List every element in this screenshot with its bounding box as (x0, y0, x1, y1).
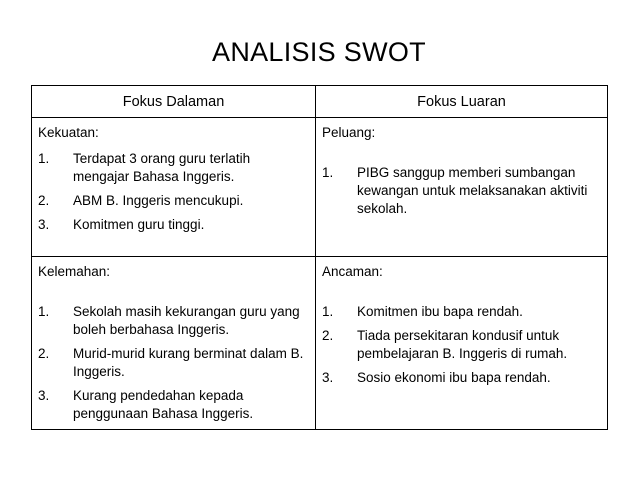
item-number: 2. (38, 346, 50, 361)
list-item (38, 387, 309, 423)
item-number: 1. (322, 304, 334, 319)
item-text: Komitmen guru tinggi. (73, 217, 205, 232)
opportunities-heading: Peluang: (322, 125, 376, 140)
list-item (38, 150, 309, 186)
item-number: 1. (38, 151, 50, 166)
list-item (322, 327, 601, 363)
item-text: Sosio ekonomi ibu bapa rendah. (357, 370, 551, 385)
list-item (322, 369, 601, 387)
item-text: ABM B. Inggeris mencukupi. (73, 193, 244, 208)
opportunities-cell (316, 118, 608, 257)
item-text: Tiada persekitaran kondusif untuk pembelajaran B. Inggeris di rumah. (357, 328, 568, 361)
weaknesses-list (38, 303, 309, 423)
header-row (32, 86, 608, 118)
item-number: 3. (38, 217, 50, 232)
item-text: PIBG sanggup memberi sumbangan kewangan untuk melaksanakan aktiviti sekolah. (357, 165, 588, 216)
list-item (38, 303, 309, 339)
threats-heading: Ancaman: (322, 264, 383, 279)
threats-cell (316, 257, 608, 430)
column-header-external: Fokus Luaran (316, 86, 608, 118)
list-item (38, 192, 309, 210)
item-number: 2. (38, 193, 50, 208)
item-text: Terdapat 3 orang guru terlatih mengajar Bahasa Inggeris. (73, 151, 251, 184)
item-number: 1. (38, 304, 50, 319)
page-title: ANALISIS SWOT (212, 37, 426, 67)
item-number: 3. (38, 388, 50, 403)
swot-table (31, 85, 608, 430)
opportunities-list (322, 164, 601, 218)
strengths-heading: Kekuatan: (38, 125, 99, 140)
item-number: 2. (322, 328, 334, 343)
table-row (32, 118, 608, 257)
threats-list (322, 303, 601, 387)
item-text: Sekolah masih kekurangan guru yang boleh berbahasa Inggeris. (73, 304, 300, 337)
strengths-list (38, 150, 309, 234)
item-text: Kurang pendedahan kepada penggunaan Bahasa Inggeris. (73, 388, 254, 421)
item-number: 1. (322, 165, 334, 180)
list-item (38, 345, 309, 381)
strengths-cell (32, 118, 316, 257)
list-item (322, 303, 601, 321)
item-number: 3. (322, 370, 334, 385)
column-header-internal: Fokus Dalaman (32, 86, 316, 118)
list-item (322, 164, 601, 218)
table-row (32, 257, 608, 430)
item-text: Komitmen ibu bapa rendah. (357, 304, 523, 319)
list-item (38, 216, 309, 234)
item-text: Murid-murid kurang berminat dalam B. Inggeris. (73, 346, 304, 379)
weaknesses-heading: Kelemahan: (38, 264, 111, 279)
weaknesses-cell (32, 257, 316, 430)
